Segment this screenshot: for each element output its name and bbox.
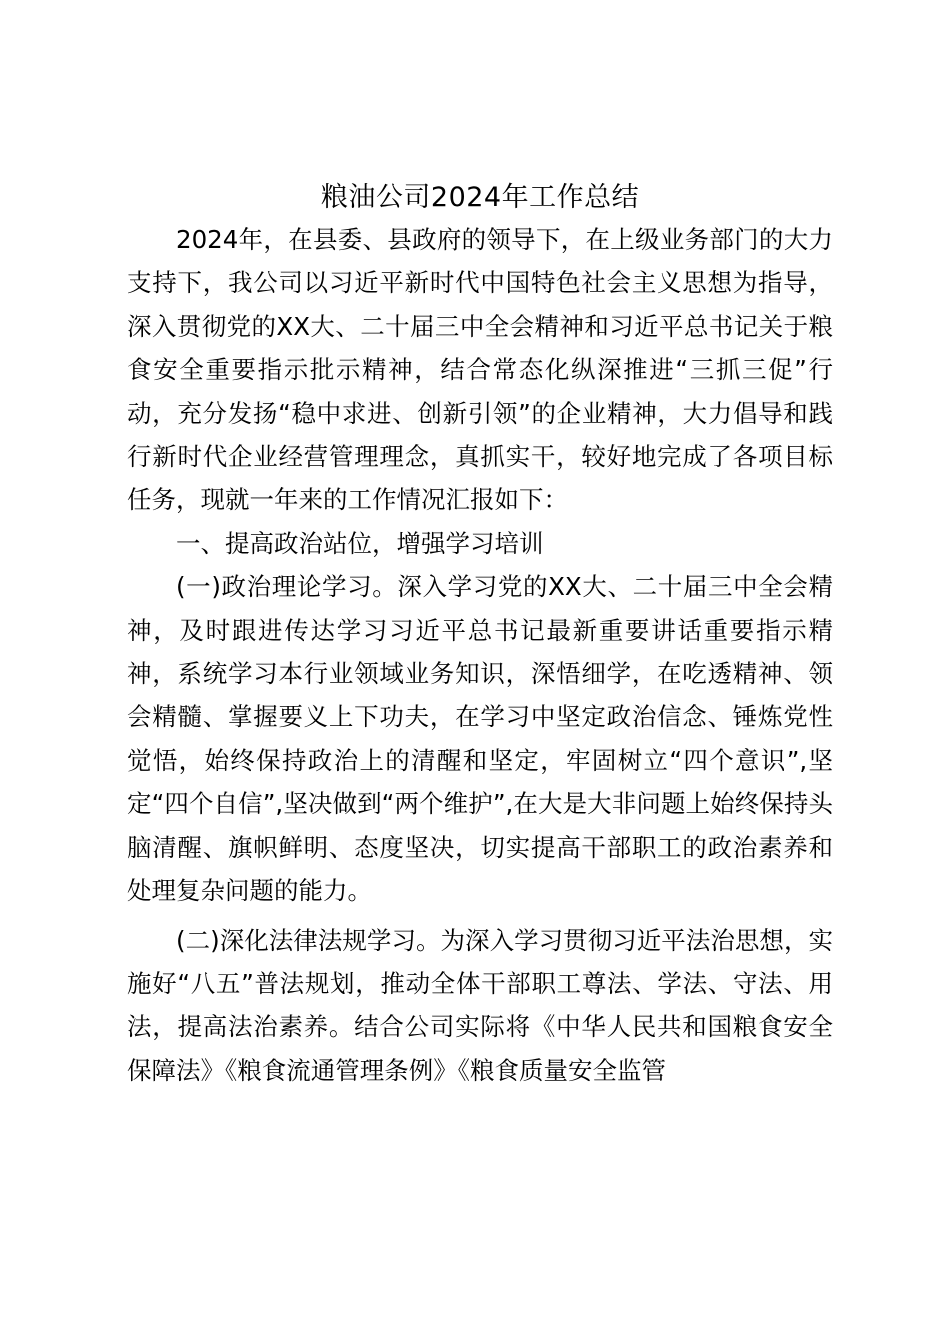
intro-paragraph: 2024年，在县委、县政府的领导下，在上级业务部门的大力支持下，我公司以习近平新时代中国特色社会主义思想为指导，深入贯彻党的XX大、二十届三中全会精神和习近平总书记关于粮食安全重要指示批示精神，结合常态化纵深推进“三抓三促”行动，充分发扬“稳中求进、创新引领”的企业精神，大力倡导和践行新时代企业经营管理理念，真抓实干，较好地完成了各项目标任务，现就一年来的工作情况汇报如下： — [127, 225, 833, 515]
paragraph-law-study: (二)深化法律法规学习。为深入学习贯彻习近平法治思想，实施好“八五”普法规划，推动全体干部职工尊法、学法、守法、用法，提高法治素养。结合公司实际将《中华人民共和国粮食安全保障法》《粮食流通管理条例》《粮食质量安全监管 — [127, 925, 833, 1085]
paragraph-political-study: (一)政治理论学习。深入学习党的XX大、二十届三中全会精神，及时跟进传达学习习近平总书记最新重要讲话重要指示精神，系统学习本行业领域业务知识，深悟细学，在吃透精神、领会精髓、掌握要义上下功夫，在学习中坚定政治信念、锤炼党性觉悟，始终保持政治上的清醒和坚定，牢固树立“四个意识”,坚定“四个自信”,坚决做到“两个维护”,在大是大非问题上始终保持头脑清醒、旗帜鲜明、态度坚决，切实提高干部职工的政治素养和处理复杂问题的能力。 — [127, 572, 833, 906]
document-page — [127, 178, 833, 1092]
section-heading: 一、提高政治站位，增强学习培训 — [176, 528, 544, 558]
document-title: 粮油公司2024年工作总结 — [320, 182, 640, 213]
